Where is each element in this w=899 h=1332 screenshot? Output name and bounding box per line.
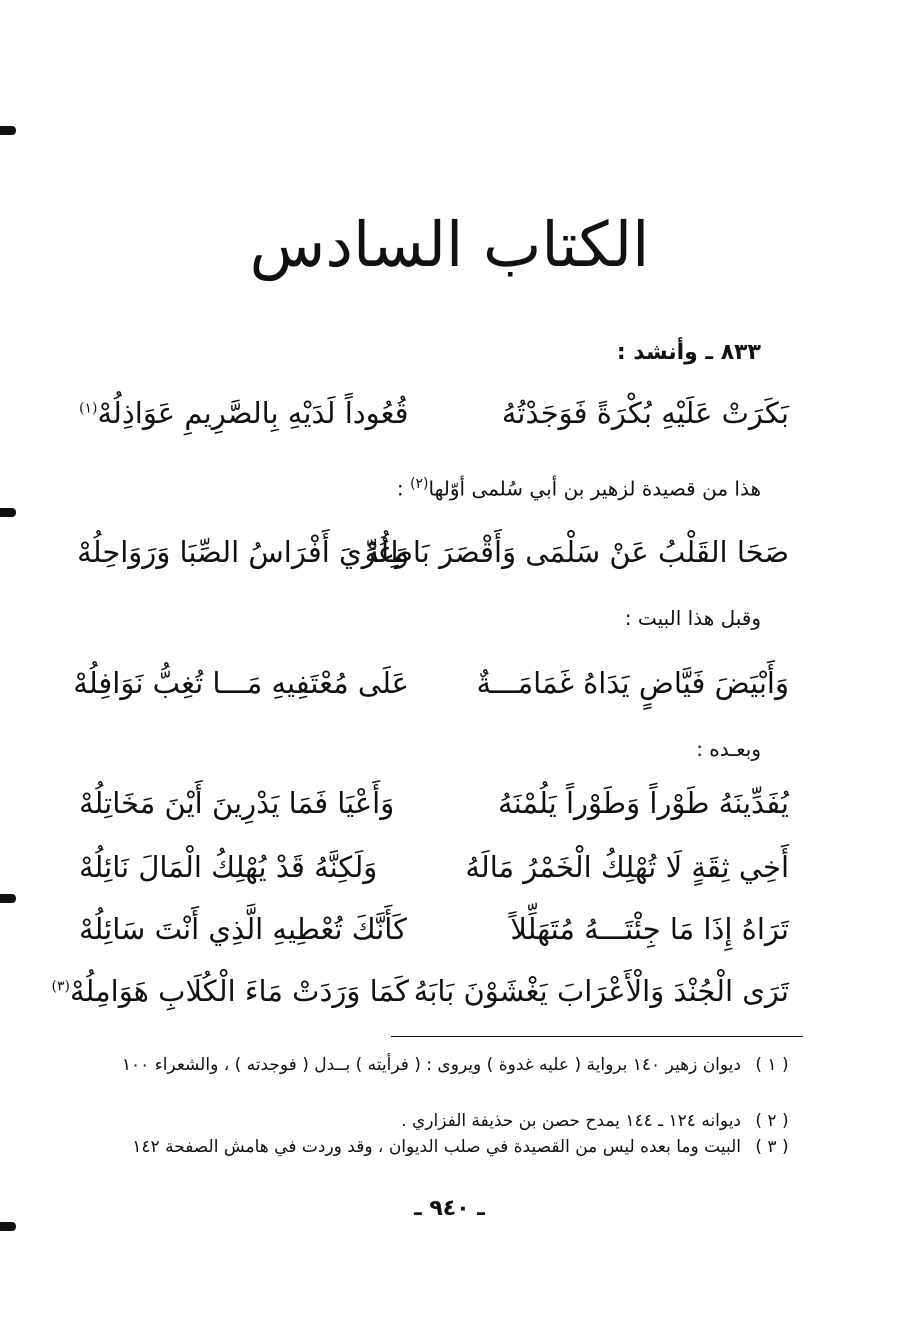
verse-line (79, 388, 789, 438)
verse-first-hemistich: وَأَبْيَضَ فَيَّاضٍ يَدَاهُ غَمَامَـــةٌ (476, 666, 789, 700)
verse-line (79, 527, 789, 577)
verse-line (79, 842, 789, 892)
footnote (113, 1136, 803, 1158)
footnote (113, 1054, 803, 1076)
verse-first-hemistich: صَحَا القَلْبُ عَنْ سَلْمَى وَأَقْصَرَ بَاطِلُهْ (364, 535, 789, 569)
source-note (397, 476, 761, 501)
scan-mark (0, 894, 16, 903)
verse-second-hemistich (79, 396, 409, 430)
section-number: ٨٣٣ (720, 340, 761, 365)
footnote-ref: (١) (79, 400, 98, 417)
verse-second-hemistich: عَلَى مُعْتَفِيهِ مَـــا تُغِبُّ نَوَافِلُهْ (73, 666, 409, 700)
footnote-divider (391, 1036, 803, 1037)
footnote-text: البيت وما بعده ليس من القصيدة في صلب الديوان ، وقد وردت في هامش الصفحة ١٤٢ (132, 1137, 741, 1157)
scan-mark (0, 1222, 16, 1231)
footnote-text: ديوانه ١٢٤ ـ ١٤٤ يمدح حصن بن حذيفة الفزاري . (401, 1111, 741, 1131)
verse-line (73, 658, 789, 708)
verse-second-text: قُعُوداً لَدَيْهِ بِالصَّرِيمِ عَوَاذِلُهْ (97, 396, 409, 430)
verse-second-text: كَمَا وَرَدَتْ مَاءَ الْكُلَابِ هَوَامِلُهْ (69, 974, 409, 1008)
verse-line (79, 778, 789, 828)
verse-first-hemistich: يُفَدِّينَهُ طَوْراً وَطَوْراً يَلُمْنَهُ (498, 786, 789, 820)
verse-second-hemistich: وَعُرِّيَ أَفْرَاسُ الصِّبَا وَرَوَاحِلُهْ (77, 535, 409, 569)
verse-first-hemistich: بَكَرَتْ عَلَيْهِ بُكْرَةً فَوَجَدْتُهُ (501, 396, 789, 430)
verse-second-hemistich (51, 974, 409, 1008)
verse-first-hemistich: أَخِي ثِقَةٍ لَا تُهْلِكُ الْخَمْرُ مَالَهُ (465, 850, 789, 884)
page-title: الكتاب السادس (249, 208, 650, 281)
verse-line (79, 904, 789, 954)
page-number: ـ ٩٤٠ ـ (414, 1196, 485, 1221)
footnote-number: ( ٢ ) (755, 1111, 789, 1131)
scan-mark (0, 126, 16, 135)
verse-line (51, 966, 789, 1016)
footnote-text: ديوان زهير ١٤٠ برواية ( عليه غدوة ) ويروى : ( فرأيته ) بــدل ( فوجدته ) ، والشعراء ١٠٠ (121, 1055, 741, 1075)
footnote (113, 1110, 803, 1132)
scan-mark (0, 508, 16, 517)
verse-first-hemistich: تَرَاهُ إِذَا مَا جِئْتَـــهُ مُتَهَلِّلاً (510, 912, 789, 946)
section-label: ـ وأنشد : (616, 340, 714, 365)
section-heading (617, 340, 761, 365)
footnote-ref: (٣) (51, 978, 70, 995)
verse-second-hemistich: وَلَكِنَّهُ قَدْ يُهْلِكُ الْمَالَ نَائِلُهْ (79, 850, 378, 884)
footnote-number: ( ١ ) (755, 1055, 789, 1075)
after-label: وبعـده : (696, 737, 761, 761)
source-note-tail: : (396, 476, 410, 501)
verse-second-hemistich: كَأَنَّكَ تُعْطِيهِ الَّذِي أَنْتَ سَائِلُهْ (79, 912, 407, 946)
footnote-number: ( ٣ ) (755, 1137, 789, 1157)
verse-second-hemistich: وَأَعْيَا فَمَا يَدْرِينَ أَيْنَ مَخَاتِلُهْ (79, 786, 395, 820)
before-label: وقبل هذا البيت : (624, 606, 761, 630)
verse-first-hemistich: تَرَى الْجُنْدَ وَالْأَعْرَابَ يَغْشَوْنَ بَابَهُ (413, 974, 789, 1008)
footnote-ref: (٢) (410, 476, 429, 492)
source-note-text: هذا من قصيدة لزهير بن أبي سُلمى أوّلها (428, 476, 761, 501)
